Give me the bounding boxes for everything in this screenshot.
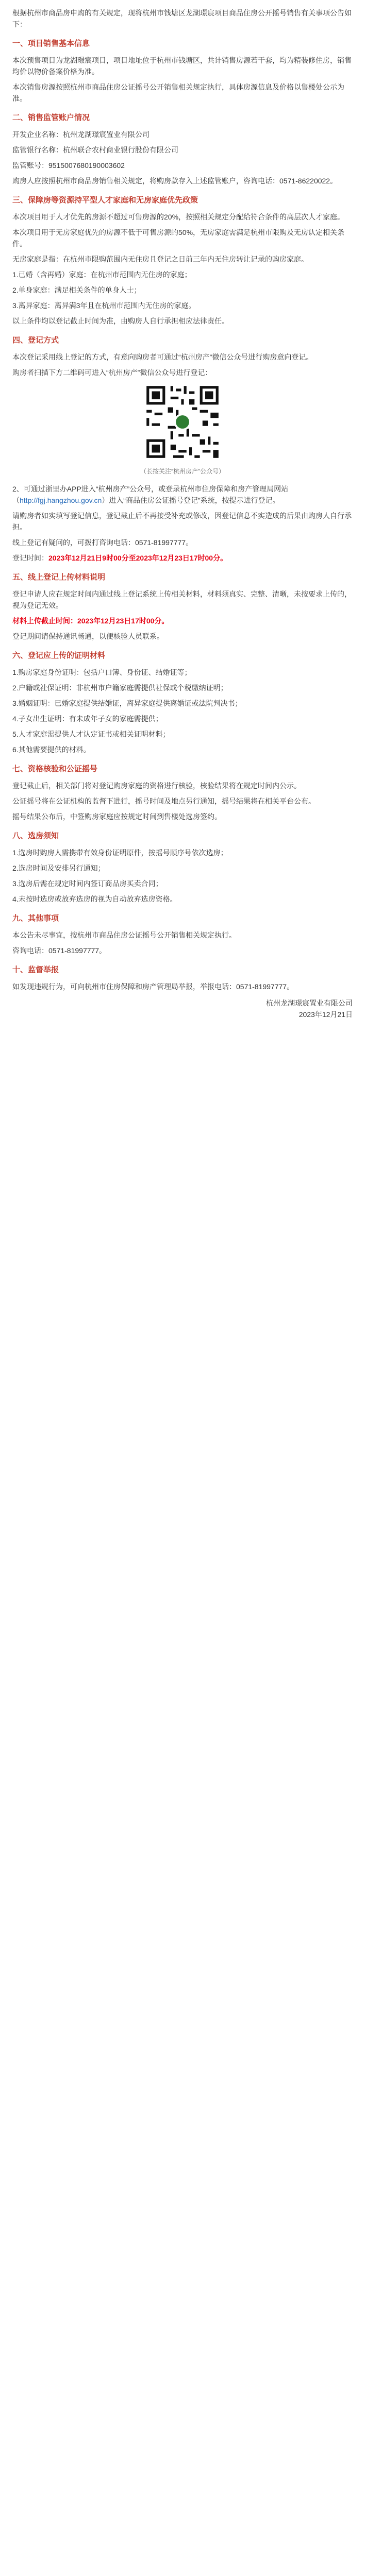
section-3-p3: 无房家庭是指：在杭州市限购范围内无住房且登记之日前三年内无住房转让记录的购房家庭。 bbox=[12, 255, 308, 263]
section-4-p2: 购房者扫描下方二维码可进入“杭州房产”微信公众号进行登记： bbox=[12, 368, 212, 377]
section-9-p2: 咨询电话：0571-81997777。 bbox=[12, 946, 107, 955]
section-10-p: 如发现违规行为，可向杭州市住房保障和房产管理局举报，举报电话：0571-81997777。 bbox=[12, 982, 294, 991]
section-4-p1: 本次登记采用线上登记的方式，有意向购房者可通过“杭州房产”微信公众号进行购房意向登记。 bbox=[12, 353, 313, 361]
section-10-title: 十、监督举报 bbox=[12, 965, 59, 974]
section-9-title: 九、其他事项 bbox=[12, 914, 59, 923]
section-6-title: 六、登记应上传的证明材料 bbox=[12, 651, 106, 660]
signoff bbox=[12, 997, 353, 1020]
selection-item-3: 3.选房后需在规定时间内签订商品房买卖合同； bbox=[12, 879, 163, 888]
section-2-title: 二、销售监管账户情况 bbox=[12, 113, 90, 122]
material-item-1: 1.购房家庭身份证明：包括户口簿、身份证、结婚证等； bbox=[12, 668, 192, 676]
material-item-2: 2.户籍或社保证明：非杭州市户籍家庭需提供社保或个税缴纳证明； bbox=[12, 684, 228, 692]
section-3-p1: 本次项目用于人才优先的房源不超过可售房源的20%，按照相关规定分配给符合条件的高层次人才家庭。 bbox=[12, 213, 345, 221]
section-8-title: 八、选房须知 bbox=[12, 832, 59, 840]
section-3-item-2: 2.单身家庭：满足相关条件的单身人士； bbox=[12, 286, 141, 294]
bank-line: 监管银行名称：杭州联合农村商业银行股份有限公司 bbox=[12, 146, 178, 154]
section-3-title: 三、保障房等资源持平型人才家庭和无房家庭优先政策 bbox=[12, 196, 198, 205]
qr-code-icon[interactable] bbox=[144, 383, 221, 461]
registration-time-label: 登记时间： bbox=[12, 554, 48, 562]
section-2-p: 购房人应按照杭州市商品房销售相关规定，将购房款存入上述监管账户，咨询电话：0571-86220022。 bbox=[12, 177, 338, 185]
signoff-org: 杭州龙湖璟宸置业有限公司 bbox=[266, 999, 353, 1007]
housing-bureau-link[interactable]: http://fgj.hangzhou.gov.cn bbox=[20, 496, 102, 504]
section-9-p1: 本公告未尽事宜，按杭州市商品住房公证摇号公开销售相关规定执行。 bbox=[12, 931, 236, 939]
section-1-p2: 本次销售房源按照杭州市商品住房公证摇号公开销售相关规定执行，具体房源信息及价格以售楼处公示为准。 bbox=[12, 83, 344, 103]
intro-paragraph: 根据杭州市商品房申购的有关规定，现将杭州市钱塘区龙湖璟宸项目商品住房公开摇号销售有关事项公告如下： bbox=[12, 9, 352, 28]
section-4-p3b-text: 进入“商品住房公证摇号登记”系统，按提示进行登记。 bbox=[109, 496, 280, 504]
section-3-item-3: 3.离异家庭：离异满3年且在杭州市范围内无住房的家庭。 bbox=[12, 301, 196, 310]
section-4-p3: 2、可通过浙里办APP进入“杭州房产”公众号，或登录杭州市住房保障和房产管理局网站（http://fgj.hangzhou.gov.cn）进入“商品住房公证摇号登记”系统，按提示进行登记。 bbox=[12, 485, 289, 504]
section-5-title: 五、线上登记上传材料说明 bbox=[12, 573, 106, 582]
upload-deadline: 材料上传截止时间：2023年12月23日17时00分。 bbox=[12, 617, 169, 625]
section-7-p2: 公证摇号将在公证机构的监督下进行，摇号时间及地点另行通知，摇号结果将在相关平台公布。 bbox=[12, 797, 316, 805]
material-item-3: 3.婚姻证明：已婚家庭提供结婚证，离异家庭提供离婚证或法院判决书； bbox=[12, 699, 242, 707]
signoff-date: 2023年12月21日 bbox=[298, 1010, 353, 1019]
registration-time bbox=[12, 552, 353, 564]
section-5-p1: 登记申请人应在规定时间内通过线上登记系统上传相关材料，材料须真实、完整、清晰，未按要求上传的，视为登记无效。 bbox=[12, 590, 352, 609]
section-7-title: 七、资格核验和公证摇号 bbox=[12, 765, 98, 773]
section-1-p1: 本次预售项目为龙湖璟宸项目，项目地址位于杭州市钱塘区，共计销售房源若干套，均为精装修住房，销售均价以物价备案价格为准。 bbox=[12, 56, 352, 76]
developer-line: 开发企业名称：杭州龙湖璟宸置业有限公司 bbox=[12, 130, 150, 139]
section-5-p2: 登记期间请保持通讯畅通，以便核验人员联系。 bbox=[12, 632, 164, 640]
section-7-p3: 摇号结果公布后，中签购房家庭应按规定时间到售楼处选房签约。 bbox=[12, 812, 222, 821]
section-3-p4: 以上条件均以登记截止时间为准，由购房人自行承担相应法律责任。 bbox=[12, 317, 229, 325]
selection-item-2: 2.选房时间及安排另行通知； bbox=[12, 864, 105, 872]
section-4-p5: 线上登记有疑问的，可拨打咨询电话：0571-81997777。 bbox=[12, 538, 193, 547]
qr-caption: （长按关注“杭州房产”公众号） bbox=[140, 468, 225, 475]
section-4-p3-text: 2、可通过浙里办APP进入“杭州房产”公众号，或登录杭州市住房保障和房产管理局网站 bbox=[12, 485, 289, 493]
selection-item-1: 1.选房时购房人需携带有效身份证明原件，按摇号顺序号依次选房； bbox=[12, 849, 228, 857]
registration-time-value: 2023年12月21日9时00分至2023年12月23日17时00分。 bbox=[48, 554, 228, 562]
announcement bbox=[0, 0, 365, 1020]
section-3-p2: 本次项目用于无房家庭优先的房源不低于可售房源的50%，无房家庭需满足杭州市限购及无房认定相关条件。 bbox=[12, 228, 345, 248]
material-item-6: 6.其他需要提供的材料。 bbox=[12, 745, 91, 754]
material-item-5: 5.人才家庭需提供人才认定证书或相关证明材料； bbox=[12, 730, 170, 738]
section-1-title: 一、项目销售基本信息 bbox=[12, 39, 90, 48]
section-4-p4: 请购房者如实填写登记信息，登记截止后不再接受补充或修改，因登记信息不实造成的后果由购房人自行承担。 bbox=[12, 512, 352, 531]
account-line: 监管账号：9515007680190003602 bbox=[12, 161, 125, 170]
section-3-item-1: 1.已婚（含再婚）家庭：在杭州市范围内无住房的家庭； bbox=[12, 270, 192, 279]
selection-item-4: 4.未按时选房或放弃选房的视为自动放弃选房资格。 bbox=[12, 895, 177, 903]
section-4-title: 四、登记方式 bbox=[12, 336, 59, 345]
section-7-p1: 登记截止后，相关部门将对登记购房家庭的资格进行核验，核验结果将在规定时间内公示。 bbox=[12, 782, 301, 790]
qr-block bbox=[12, 383, 353, 477]
material-item-4: 4.子女出生证明：有未成年子女的家庭需提供； bbox=[12, 715, 163, 723]
